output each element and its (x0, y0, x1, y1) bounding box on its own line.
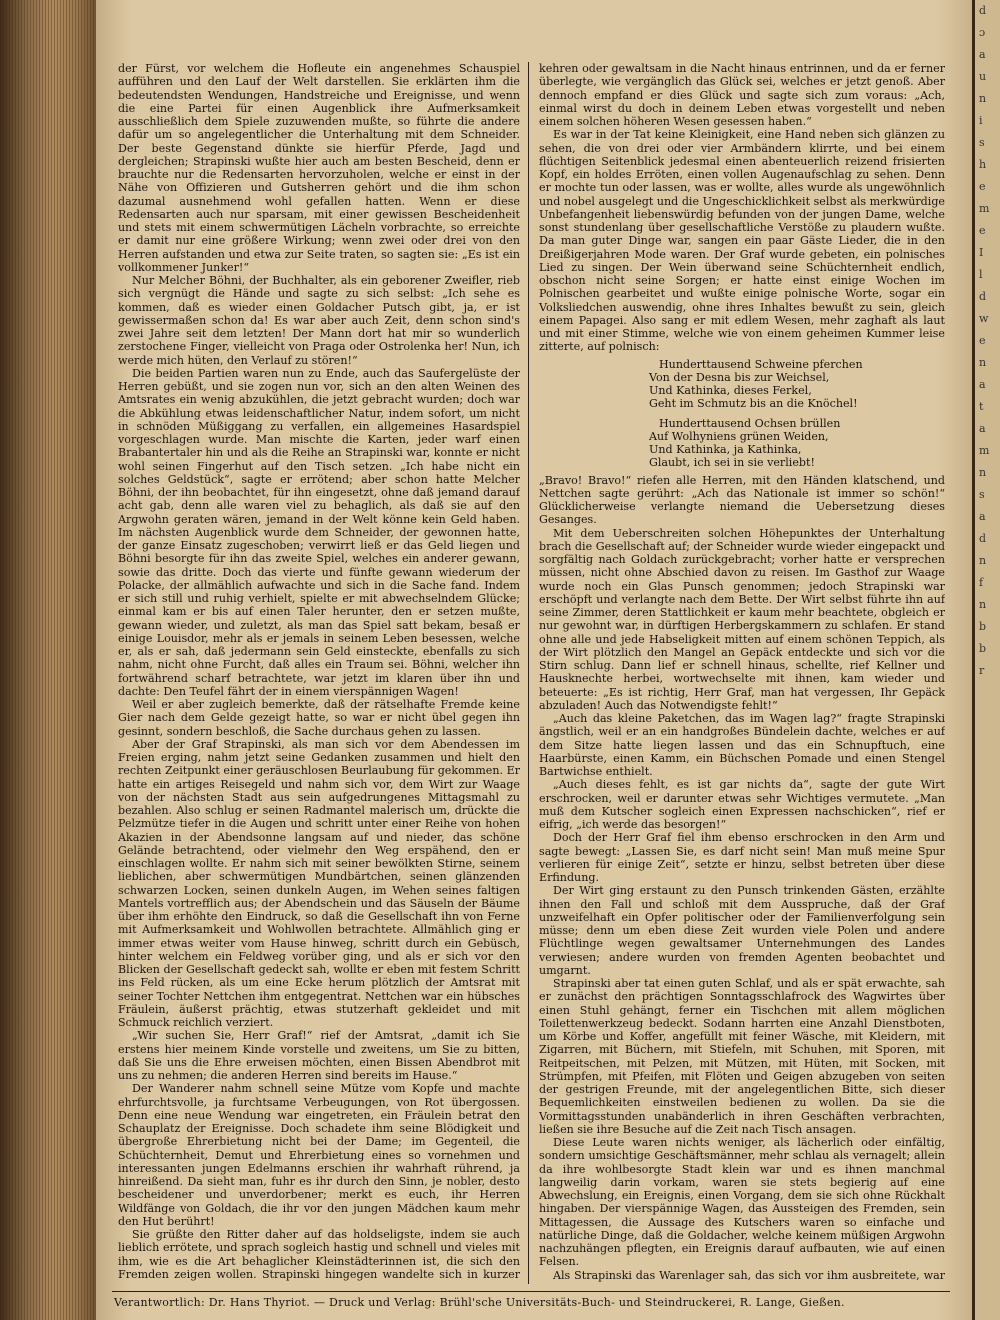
adjacent-page-fragment: s (979, 136, 985, 149)
paragraph: Mit dem Ueberschreiten solchen Höhepunktes der Unterhaltung brach die Gesellschaft auf; der Schneider wurde wieder eingepackt und sorgfältig nach Goldach zurückgebracht; vorher hatte er versprechen müssen, nicht ohne Abschied davon zu reisen. Im Gasthof zur Waage wurde noch ein Glas Punsch genommen; jedoch Strapinski war erschöpft und verlangte nach dem Bette. Der Wirt selbst führte ihn auf seine Zimmer, deren Stattlichkeit er kaum mehr beachtete, obgleich er nur gewohnt war, in dürftigen Herbergskammern zu schlafen. Er stand ohne alle und jede Habseligkeit mitten auf einem schönen Teppich, als der Wirt plötzlich den Mangel an Gepäck entdeckte und sich vor die Stirn schlug. Dann lief er schnell hinaus, schellte, rief Kellner und Hausknechte herbei, wortwechselte mit ihnen, kam wieder und beteuerte: „Es ist richtig, Herr Graf, man hat vergessen, Ihr Gepäck abzuladen! Auch das Notwendigste fehlt!“ (539, 526, 945, 712)
adjacent-page-fragment: s (979, 488, 985, 501)
poem-line: Von der Desna bis zur Weichsel, (649, 370, 830, 384)
paragraph: „Auch das kleine Paketchen, das im Wagen lag?“ fragte Strapinski ängstlich, weil er an ein handgroßes Bündelein dachte, welches er auf dem Sitze hatte liegen lassen und das ein Schnupftuch, eine Haarbürste, einen Kamm, ein Büchschen Pomade und einen Stengel Bartwichse enthielt. (539, 712, 945, 778)
paragraph: Sie grüßte den Ritter daher auf das holdseligste, indem sie auch lieblich errötete, und sprach sogleich hastig und schnell und vieles mit ihm, wie es die Art behaglicher Kleinstädterinnen ist, die sich den Fremden zeigen wollen. Strapinski hingegen wandelte sich in kurzer (118, 1228, 520, 1281)
adjacent-page-fragment: n (979, 598, 987, 611)
paragraph: „Auch dieses fehlt, es ist gar nichts da“, sagte der gute Wirt erschrocken, weil er darunter etwas sehr Wichtiges vermutete. „Man muß dem Kutscher sogleich einen Expressen nachschicken“, rief er eifrig, „ich werde das besorgen!“ (539, 778, 945, 831)
poem-line: Und Kathinka, dieses Ferkel, (649, 384, 812, 397)
polish-song-poem (649, 358, 945, 470)
adjacent-page-fragment: u (979, 70, 987, 83)
adjacent-page-fragment: m (979, 444, 990, 457)
paragraph: Weil er aber zugleich bemerkte, daß der rätselhafte Fremde keine Gier nach dem Gelde gezeigt hatte, so war er nicht übel gegen ihn gesinnt, sondern beschloß, die Sache durchaus gehen zu lassen. (118, 698, 520, 738)
paragraph: „Wir suchen Sie, Herr Graf!“ rief der Amtsrat, „damit ich Sie erstens hier meinem Kinde vorstelle und zweitens, um Sie zu bitten, daß Sie uns die Ehre erweisen möchten, einen Bissen Abendbrot mit uns zu nehmen; die anderen Herren sind bereits im Hause.“ (118, 1029, 520, 1082)
paragraph: Aber der Graf Strapinski, als man sich vor dem Abendessen im Freien erging, nahm jetzt seine Gedanken zusammen und hielt den rechten Zeitpunkt einer geräuschlosen Beurlaubung für gekommen. Er hatte ein artiges Reisegeld und nahm sich vor, dem Wirt zur Waage von der nächsten Stadt aus sein aufgedrungenes Mittagsmahl zu bezahlen. Also schlug er seinen Radmantel malerisch um, drückte die Pelzmütze tiefer in die Augen und schritt unter einer Reihe von hohen Akazien in der Abendsonne langsam auf und nieder, das schöne Gelände betrachtend, oder vielmehr den Weg erspähend, den er einschlagen wollte. Er nahm sich mit seiner bewölkten Stirne, seinem lieblichen, aber schwermütigen Mundbärtchen, seinen glänzenden schwarzen Locken, seinen dunkeln Augen, im Wehen seines faltigen Mantels vortrefflich aus; der Abendschein und das Säuseln der Bäume über ihm erhöhte den Eindruck, so daß die Gesellschaft ihn von Ferne mit Aufmerksamkeit und Wohlwollen betrachtete. Allmählich ging er immer etwas weiter vom Hause hinweg, schritt durch ein Gebüsch, hinter welchem ein Feldweg vorüber ging, und als er sich vor den Blicken der Gesellschaft gedeckt sah, wollte er eben mit festem Schritt ins Feld rücken, als um eine Ecke herum plötzlich der Amtsrat mit seiner Tochter Nettchen ihm entgegentrat. Nettchen war ein hübsches Fräulein, äußerst prächtig, etwas stutzerhaft gekleidet und mit Schmuck reichlich verziert. (118, 737, 520, 1029)
poem-line: Und Kathinka, ja Kathinka, (649, 443, 802, 456)
right-column (539, 62, 945, 1282)
adjacent-page-fragment: a (979, 422, 986, 435)
paragraph: Als Strapinski das Warenlager sah, das sich vor ihm ausbreitete, war (553, 1268, 945, 1282)
paragraph: Die beiden Partien waren nun zu Ende, auch das Saufergelüste der Herren gebüßt, und sie zogen nun vor, sich an den alten Weinen des Amtsrates ein wenig abzukühlen, die jetzt gebracht wurden; doch war die Abkühlung etwas leidenschaftlicher Natur, indem sofort, um nicht in schnöden Müßiggang zu verfallen, ein allgemeines Hasardspiel vorgeschlagen wurde. Man mischte die Karten, jeder warf einen Brabantertaler hin und als die Reihe an Strapinski war, konnte er nicht wohl seinen Fingerhut auf den Tisch setzen. „Ich habe nicht ein solches Geldstück“, sagte er errötend; aber schon hatte Melcher Böhni, der ihn beobachtet, für ihn eingesetzt, ohne daß jemand darauf acht gab, denn alle waren viel zu behaglich, als daß sie auf den Argwohn geraten wären, jemand in der Welt könne kein Geld haben. Im nächsten Augenblick wurde dem Schneider, der gewonnen hatte, der ganze Einsatz zugeschoben; verwirrt ließ er das Geld liegen und Böhni besorgte für ihn das zweite Spiel, welches ein anderer gewann, sowie das dritte. Doch das vierte und fünfte gewann wiederum der Polacke, der allmählich aufwachte und sich in die Sache fand. Indem er sich still und ruhig verhielt, spielte er mit abwechselndem Glücke; einmal kam er bis auf einen Taler herunter, den er setzen mußte, gewann wieder, und zuletzt, als man das Spiel satt bekam, besaß er einige Louisdor, mehr als er jemals in seinem Leben besessen, welche er, als er sah, daß jedermann sein Geld einsteckte, ebenfalls zu sich nahm, nicht ohne Furcht, daß alles ein Traum sei. Böhni, welcher ihn fortwährend scharf betrachtete, war jetzt im klaren über ihn und dachte: Den Teufel fährt der in einem vierspännigen Wagen! (118, 366, 520, 698)
poem-line: Auf Wolhyniens grünen Weiden, (649, 429, 829, 443)
adjacent-page-fragment: f (979, 576, 984, 589)
adjacent-page-edge (972, 0, 1000, 1320)
paragraph: Strapinski aber tat einen guten Schlaf, und als er spät erwachte, sah er zunächst den prächtigen Sonntagsschlafrock des Wagwirtes über einen Stuhl gehängt, ferner ein Tischchen mit allem möglichen Toilettenwerkzeug bedeckt. Sodann harrten eine Anzahl Dienstboten, um Körbe und Koffer, angefüllt mit feiner Wäsche, mit Kleidern, mit Zigarren, mit Büchern, mit Stiefeln, mit Schuhen, mit Sporen, mit Reitpeitschen, mit Pelzen, mit Mützen, mit Hüten, mit Socken, mit Strümpfen, mit Pfeifen, mit Flöten und Geigen abzugeben von seiten der gestrigen Freunde, mit der angelegentlichen Bitte, sich dieser Bequemlichkeiten einstweilen bedienen zu wollen. Da sie die Vormittagsstunden unabänderlich in ihren Geschäften verbrachten, ließen sie ihre Besuche auf die Zeit nach Tisch ansagen. (539, 977, 945, 1136)
adjacent-page-fragment: a (979, 378, 986, 391)
adjacent-page-fragment: n (979, 466, 987, 479)
adjacent-page-fragment: w (979, 312, 989, 325)
adjacent-page-fragment: e (979, 180, 986, 193)
paragraph: Es war in der Tat keine Kleinigkeit, eine Hand neben sich glänzen zu sehen, die von drei oder vier Armbändern klirrte, und bei einem flüchtigen Seitenblick jedesmal einen abenteuerlich reizend frisierten Kopf, ein holdes Erröten, einen vollen Augenaufschlag zu sehen. Denn er mochte tun oder lassen, was er wollte, alles wurde als ungewöhnlich und nobel ausgelegt und die Ungeschicklichkeit selbst als merkwürdige Unbefangenheit liebenswürdig befunden von der jungen Dame, welche sonst stundenlang über gesellschaftliche Verstöße zu plaudern wußte. Da man guter Dinge war, sangen ein paar Gäste Lieder, die in den Dreißigerjahren Mode waren. Der Graf wurde gebeten, ein polnisches Lied zu singen. Der Wein überwand seine Schüchternheit endlich, obschon nicht seine Sorgen; er hatte einst einige Wochen im Polnischen gearbeitet und wußte einige polnische Worte, sogar ein Volksliedchen auswendig, ohne ihres Inhaltes bewußt zu sein, gleich einem Papagei. Also sang er mit edlem Wesen, mehr zaghaft als laut und mit einer Stimme, welche wie von einem geheimen Kummer leise zitterte, auf polnisch: (539, 128, 945, 354)
adjacent-page-fragment: n (979, 356, 987, 369)
paragraph: Der Wirt ging erstaunt zu den Punsch trinkenden Gästen, erzählte ihnen den Fall und schloß mit dem Ausspruche, daß der Graf unzweifelhaft ein Opfer politischer oder der Familienverfolgung sein müsse; denn um eben diese Zeit wurden viele Polen und andere Flüchtlinge wegen gewaltsamer Unternehmungen des Landes verwiesen; andere wurden von fremden Agenten beobachtet und umgarnt. (539, 884, 945, 977)
adjacent-page-fragment: d (979, 290, 987, 303)
paragraph: Nur Melcher Böhni, der Buchhalter, als ein geborener Zweifler, rieb sich vergnügt die Hände und sagte zu sich selbst: „Ich sehe es kommen, daß es wieder einen Goldacher Putsch gibt, ja, er ist gewissermaßen schon da! Es war aber auch Zeit, denn schon sind's zwei Jahre seit dem letzten! Der Mann dort hat mir so wunderlich zerstochene Finger, vielleicht von Praga oder Ostrolenka her! Nun, ich werde mich hüten, den Verlauf zu stören!“ (118, 274, 520, 367)
adjacent-page-fragment: b (979, 620, 987, 633)
poem-line: Geht im Schmutz bis an die Knöchel! (649, 397, 858, 411)
left-column (118, 62, 520, 1282)
column-divider (528, 62, 529, 1284)
adjacent-page-fragment: t (979, 400, 984, 413)
footer-rule (112, 1291, 950, 1292)
right-column-text-after-poem (539, 474, 945, 1283)
adjacent-page-fragment: i (979, 114, 983, 127)
adjacent-page-fragment: r (979, 664, 985, 677)
paragraph: kehren oder gewaltsam in die Nacht hinaus entrinnen, und da er ferner überlegte, wie vergänglich das Glück sei, welches er jetzt genoß. Aber dennoch empfand er dies Glück und sagte sich zum voraus: „Ach, einmal wirst du doch in deinem Leben etwas vorgestellt und neben einem solchen höheren Wesen gesessen haben.“ (539, 62, 945, 128)
paragraph: der Fürst, vor welchem die Hofleute ein angenehmes Schauspiel aufführen und den Lauf der Welt darstellen. Sie erklärten ihm die bedeutendsten Wendungen, Handstreiche und Ereignisse, und wenn die eine Partei für einen Augenblick ihre Aufmerksamkeit ausschließlich dem Spiele zuzuwenden mußte, so führte die andere dafür um so angelegentlicher die Unterhaltung mit dem Schneider. Der beste Gegenstand dünkte sie hierfür Pferde, Jagd und dergleichen; Strapinski wußte hier auch am besten Bescheid, denn er brauchte nur die Redensarten hervorzuholen, welche er einst in der Nähe von Offizieren und Gutsherren gehört und die ihm schon dazumal ausnehmend wohl gefallen hatten. Wenn er diese Redensarten auch nur sparsam, mit einer gewissen Bescheidenheit und stets mit einem schwermütigen Lächeln vorbrachte, so erreichte er damit nur eine größere Wirkung; wenn zwei oder drei von den Herren aufstanden und etwa zur Seite traten, so sagten sie: „Es ist ein vollkommener Junker!“ (118, 62, 520, 274)
paragraph: „Bravo! Bravo!“ riefen alle Herren, mit den Händen klatschend, und Nettchen sagte gerührt: „Ach das Nationale ist immer so schön!“ Glücklicherweise verlangte niemand die Uebersetzung dieses Gesanges. (539, 473, 945, 527)
adjacent-page-fragment: d (979, 532, 987, 545)
adjacent-page-fragment: I (979, 246, 984, 259)
poem-line: Hunderttausend Ochsen brüllen (659, 416, 841, 430)
paragraph: Der Wanderer nahm schnell seine Mütze vom Kopfe und machte ehrfurchtsvolle, ja furchtsame Verbeugungen, von Rot übergossen. Denn eine neue Wendung war eingetreten, ein Fräulein betrat den Schauplatz der Ereignisse. Doch schadete ihm seine Blödigkeit und übergroße Ehrerbietung nicht bei der Dame; im Gegenteil, die Schüchternheit, Demut und Ehrerbietung eines so vornehmen und interessanten jungen Edelmanns erschien ihr wahrhaft rührend, ja hinreißend. Da sieht man, fuhr es ihr durch den Sinn, je nobler, desto bescheidener und unverdorbener; merkt es euch, ihr Herren Wildfänge von Goldach, die ihr vor den jungen Mädchen kaum mehr den Hut berührt! (118, 1082, 520, 1228)
book-binding (0, 0, 96, 1320)
adjacent-page-fragment: e (979, 334, 986, 347)
adjacent-page-fragment: h (979, 158, 987, 171)
imprint-footer: Verantwortlich: Dr. Hans Thyriot. — Druck und Verlag: Brühl'sche Universitäts-Buch- und Steindruckerei, R. Lange, Gießen. (114, 1296, 845, 1309)
adjacent-page-fragment: n (979, 554, 987, 567)
poem-line: Hunderttausend Schweine pferchen (659, 357, 863, 371)
right-column-text-before-poem (539, 62, 945, 354)
adjacent-page-fragment: d (979, 4, 987, 17)
adjacent-page-fragment: e (979, 224, 986, 237)
adjacent-page-fragment: m (979, 202, 990, 215)
adjacent-page-fragment: a (979, 48, 986, 61)
paragraph: Doch der Herr Graf fiel ihm ebenso erschrocken in den Arm und sagte bewegt: „Lassen Sie, es darf nicht sein! Man muß meine Spur verlieren für einige Zeit“, setzte er hinzu, selbst betreten über diese Erfindung. (539, 831, 945, 884)
adjacent-page-fragment: ɔ (979, 26, 986, 39)
adjacent-page-fragment: a (979, 510, 986, 523)
poem-line: Glaubt, ich sei in sie verliebt! (649, 456, 815, 470)
paragraph: Diese Leute waren nichts weniger, als lächerlich oder einfältig, sondern umsichtige Geschäftsmänner, mehr schlau als vernagelt; allein da ihre wohlbesorgte Stadt klein war und es ihnen manchmal langweilig darin vorkam, waren sie stets begierig auf eine Abwechslung, ein Ereignis, einen Vorgang, dem sie sich ohne Rückhalt hingaben. Der vierspännige Wagen, das Aussteigen des Fremden, sein Mittagessen, die Aussage des Kutschers waren so einfache und natürliche Dinge, daß die Goldacher, welche keinem müßigen Argwohn nachzuhängen pflegten, ein Ereignis darauf aufbauten, wie auf einen Felsen. (539, 1136, 945, 1269)
adjacent-page-fragment: l (979, 268, 983, 281)
adjacent-page-fragment: b (979, 642, 987, 655)
adjacent-page-fragment: n (979, 92, 987, 105)
